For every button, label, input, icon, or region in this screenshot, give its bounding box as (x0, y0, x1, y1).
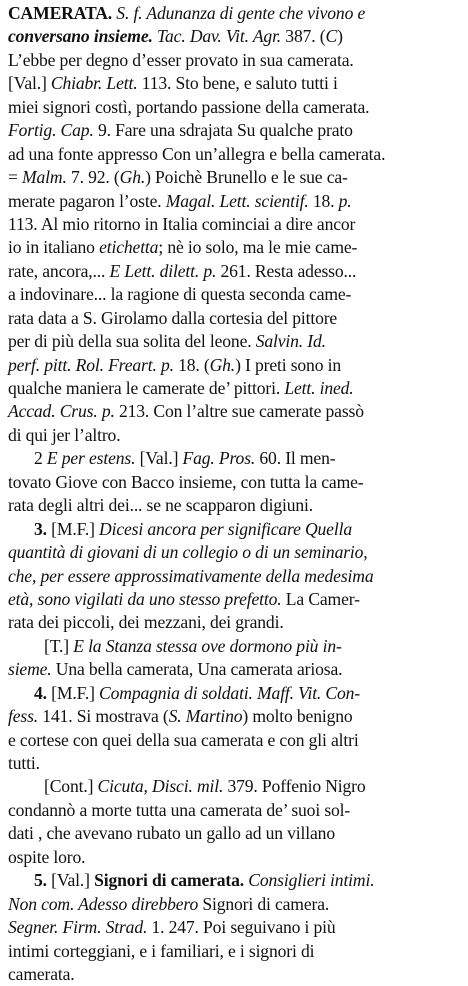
text-line (8, 2, 462, 25)
text-run: 2 (34, 448, 47, 469)
text-run: Gh. (119, 167, 146, 188)
text-line (8, 190, 462, 213)
text-line (8, 260, 462, 283)
text-run: Signori di camera. (198, 893, 330, 914)
text-run: ) molto benigno (242, 706, 353, 727)
text-line (8, 752, 462, 775)
text-line (8, 518, 462, 541)
text-run: 141. Si mostrava ( (38, 706, 169, 727)
text-run: a indovinare... la ragione di questa seconda came- (8, 284, 352, 305)
text-run: L’ebbe per degno d’esser provato in sua camerata. (8, 49, 354, 70)
text-line (8, 236, 462, 259)
text-line (8, 658, 462, 681)
text-line (8, 166, 462, 189)
text-line (8, 96, 462, 119)
text-run: e cortese con quei della sua camerata e con gli altri (8, 729, 359, 750)
text-run: ) I preti sono in (235, 354, 341, 375)
text-line (8, 611, 462, 634)
text-run: Segner. Firm. Strad. (8, 917, 148, 938)
text-run: che, per essere approssimativamente della medesima (8, 565, 374, 586)
text-run: 1. 247. Poi seguivano i più (147, 917, 336, 938)
text-run: 18. (308, 190, 339, 211)
text-line (8, 471, 462, 494)
text-run: ; nè io solo, ma le mie came- (158, 237, 358, 258)
text-run: miei signori costì, portando passione della camerata. (8, 96, 370, 117)
text-run: perf. pitt. Rol. Freart. p. (8, 354, 174, 375)
text-line (8, 893, 462, 916)
text-line (8, 916, 462, 939)
text-run: [M.F.] (46, 682, 100, 703)
text-run: Malm. (22, 167, 67, 188)
text-line (8, 25, 462, 48)
text-run: 3. (34, 518, 47, 539)
text-run: etichetta (99, 237, 159, 258)
text-line (8, 565, 462, 588)
text-run: condannò a morte tutta una camerata de’ suoi sol- (8, 799, 351, 820)
text-run: rata degli altri dei... se ne scapparon digiuni. (8, 495, 313, 516)
text-run: 60. Il men- (255, 448, 336, 469)
text-line (8, 143, 462, 166)
text-run: 113. Sto bene, e saluto tutti i (137, 73, 338, 94)
text-line (8, 869, 462, 892)
text-run: camerata. (8, 963, 75, 984)
text-line (8, 494, 462, 517)
text-run: [Val.] (46, 870, 95, 891)
text-line (8, 354, 462, 377)
text-line (8, 72, 462, 95)
text-line (8, 846, 462, 869)
text-run: fess. (8, 706, 39, 727)
text-run: 387. ( (281, 26, 326, 47)
text-run: ad una fonte appresso Con un’allegra e bella camerata. (8, 143, 386, 164)
text-run: 261. Resta adesso... (216, 260, 357, 281)
text-run: età, sono vigilati da uno stesso prefetto. (8, 588, 282, 609)
text-run: 113. Al mio ritorno in Italia cominciai a dire ancor (8, 213, 356, 234)
text-run: intimi corteggiani, e i familiari, e i signori di (8, 940, 315, 961)
text-line (8, 49, 462, 72)
text-line (8, 307, 462, 330)
text-run: Non com. Adesso direbbero (8, 893, 199, 914)
text-run: io in italiano (8, 237, 100, 258)
text-run: rata data a S. Girolamo dalla cortesia del pittore (8, 307, 338, 328)
text-line (8, 822, 462, 845)
text-run: S. Martino (168, 706, 243, 727)
text-run: Compagnia di soldati. Maff. Vit. Con- (99, 682, 361, 703)
text-run: E la Stanza stessa ove dormono più in- (73, 635, 342, 656)
text-line (8, 775, 462, 798)
text-line (8, 682, 462, 705)
text-run: Magal. Lett. scientif. (165, 190, 309, 211)
text-run: Tac. Dav. Vit. Agr. (157, 26, 282, 47)
text-run: ospite loro. (8, 846, 86, 867)
text-run: [T.] (44, 635, 74, 656)
text-run: [M.F.] (46, 518, 100, 539)
text-run: [Val.] (8, 73, 51, 94)
text-line (8, 963, 462, 986)
text-run: Una bella camerata, Una camerata ariosa. (51, 659, 343, 680)
text-run: merate pagaron l’oste. (8, 190, 166, 211)
text-run: E per estens. (46, 448, 136, 469)
text-run: 4. (34, 682, 47, 703)
text-run: sieme. (8, 659, 52, 680)
text-run: [Val.] (135, 448, 183, 469)
text-run: E Lett. dilett. p. (109, 260, 217, 281)
text-run: ) Poichè Brunello e le sue ca- (145, 167, 348, 188)
text-line (8, 541, 462, 564)
text-run: 213. Con l’altre sue camerate passò (114, 401, 364, 422)
text-run: 7. 92. ( (66, 167, 120, 188)
text-run: 9. Fare una sdrajata Su qualche prato (93, 120, 353, 141)
text-run: Chiabr. Lett. (50, 73, 138, 94)
text-run: = (8, 167, 23, 188)
text-run: rata dei piccoli, dei mezzani, dei grandi. (8, 612, 284, 633)
text-run: Salvin. Id. (255, 331, 326, 352)
text-line (8, 799, 462, 822)
text-line (8, 940, 462, 963)
text-line (8, 330, 462, 353)
text-run: [Cont.] (44, 776, 98, 797)
text-line (8, 447, 462, 470)
text-run: Signori di camerata. (94, 870, 245, 891)
text-run: di qui jer l’altro. (8, 424, 121, 445)
text-line (8, 119, 462, 142)
text-run: quantità di giovani di un collegio o di un seminario, (8, 542, 368, 563)
text-run: C (325, 26, 338, 47)
text-line (8, 400, 462, 423)
text-run: Fortig. Cap. (8, 120, 94, 141)
text-line (8, 213, 462, 236)
text-line (8, 588, 462, 611)
text-line (8, 283, 462, 306)
text-run: La Camer- (281, 588, 360, 609)
text-line (8, 377, 462, 400)
text-run: dati , che avevano rubato un gallo ad un villano (8, 823, 335, 844)
text-run: 379. Poffenio Nigro (223, 776, 366, 797)
text-run: Consiglieri intimi. (248, 870, 375, 891)
headword: CAMERATA. (8, 3, 113, 23)
text-line (8, 424, 462, 447)
text-run: Lett. ined. (284, 378, 354, 398)
text-line (8, 635, 462, 658)
text-run: rate, ancora,... (8, 260, 110, 281)
text-run: Dicesi ancora per significare Quella (99, 518, 352, 539)
text-run: per di più della sua solita del leone. (8, 331, 256, 352)
text-run: conversano insieme. (8, 26, 153, 47)
text-run: 18. ( (173, 354, 210, 375)
text-run: Fag. Pros. (182, 448, 256, 469)
text-line (8, 705, 462, 728)
text-run: Accad. Crus. p. (8, 401, 115, 422)
text-run: 5. (34, 870, 47, 891)
text-run: tovato Giove con Bacco insieme, con tutta la came- (8, 471, 364, 492)
text-run: qualche maniera le camerate de’ pittori. (8, 378, 285, 398)
text-run: ) (337, 26, 343, 47)
text-run: p. (338, 190, 352, 211)
text-run: Gh. (209, 354, 236, 375)
text-run: Cicuta, Disci. mil. (97, 776, 224, 797)
text-run: tutti. (8, 753, 40, 773)
text-run: S. f. Adunanza di gente che vivono e (116, 3, 366, 23)
text-line (8, 729, 462, 752)
